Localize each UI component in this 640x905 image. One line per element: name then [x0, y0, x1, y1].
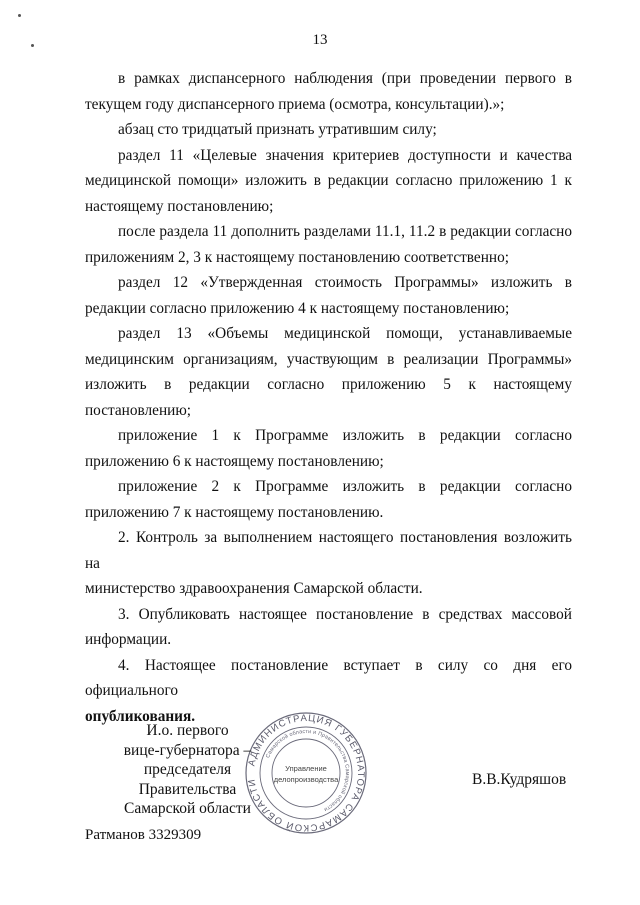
paragraph-11: 4. Настоящее постановление вступает в силу со дня его официального опубликования.: [85, 656, 572, 725]
paragraph-3: раздел 11 «Целевые значения критериев доступности и качества медицинской помощи» изложить в редакции согласно приложению 1 к настоящему постановлению;: [85, 146, 572, 215]
stamp-inner-text: Самарской области и Правительства Самарской области: [265, 728, 351, 813]
paragraph-2: абзац сто тридцатый признать утратившим силу;: [118, 121, 437, 138]
paragraph-4: после раздела 11 дополнить разделами 11.1, 11.2 в редакции согласно приложениям 2, 3 к настоящему постановлению соответственно;: [85, 223, 572, 266]
document-body: [85, 66, 572, 729]
stamp-center-line-1: Управление: [285, 764, 327, 773]
stamp-outer-text: АДМИНИСТРАЦИЯ ГУБЕРНАТОРА САМАРСКОЙ ОБЛАСТИ: [246, 712, 367, 834]
paragraph-1: в рамках диспансерного наблюдения (при проведении первого в текущем году диспансерного приема (осмотра, консультации).»;: [85, 70, 572, 113]
executor-note: Ратманов 3329309: [85, 827, 202, 843]
paragraph-10: 3. Опубликовать настоящее постановление в средствах массовой информации.: [85, 605, 572, 648]
stamp-center-line-2: делопроизводства: [273, 775, 339, 784]
paragraph-7: приложение 1 к Программе изложить в редакции согласно приложению 6 к настоящему постановлению;: [85, 427, 572, 470]
signature-title: И.о. первого вице-губернатора – председателя Правительства Самарской области: [123, 722, 252, 817]
signatory-name: В.В.Кудряшов: [472, 771, 567, 788]
scan-speck: [18, 14, 21, 17]
paragraph-8: приложение 2 к Программе изложить в редакции согласно приложению 7 к настоящему постановлению.: [85, 478, 572, 521]
page-number: 13: [312, 32, 328, 48]
paragraph-6: раздел 13 «Объемы медицинской помощи, устанавливаемые медицинским организациям, участвующим в реализации Программы» изложить в редакции согласно приложению 5 к настоящему постановлению;: [85, 325, 572, 419]
paragraph-9: 2. Контроль за выполнением настоящего постановления возложить на министерство здравоохранения Самарской области.: [85, 529, 572, 597]
paragraph-5: раздел 12 «Утвержденная стоимость Программы» изложить в редакции согласно приложению 4 к настоящему постановлению;: [85, 274, 572, 317]
